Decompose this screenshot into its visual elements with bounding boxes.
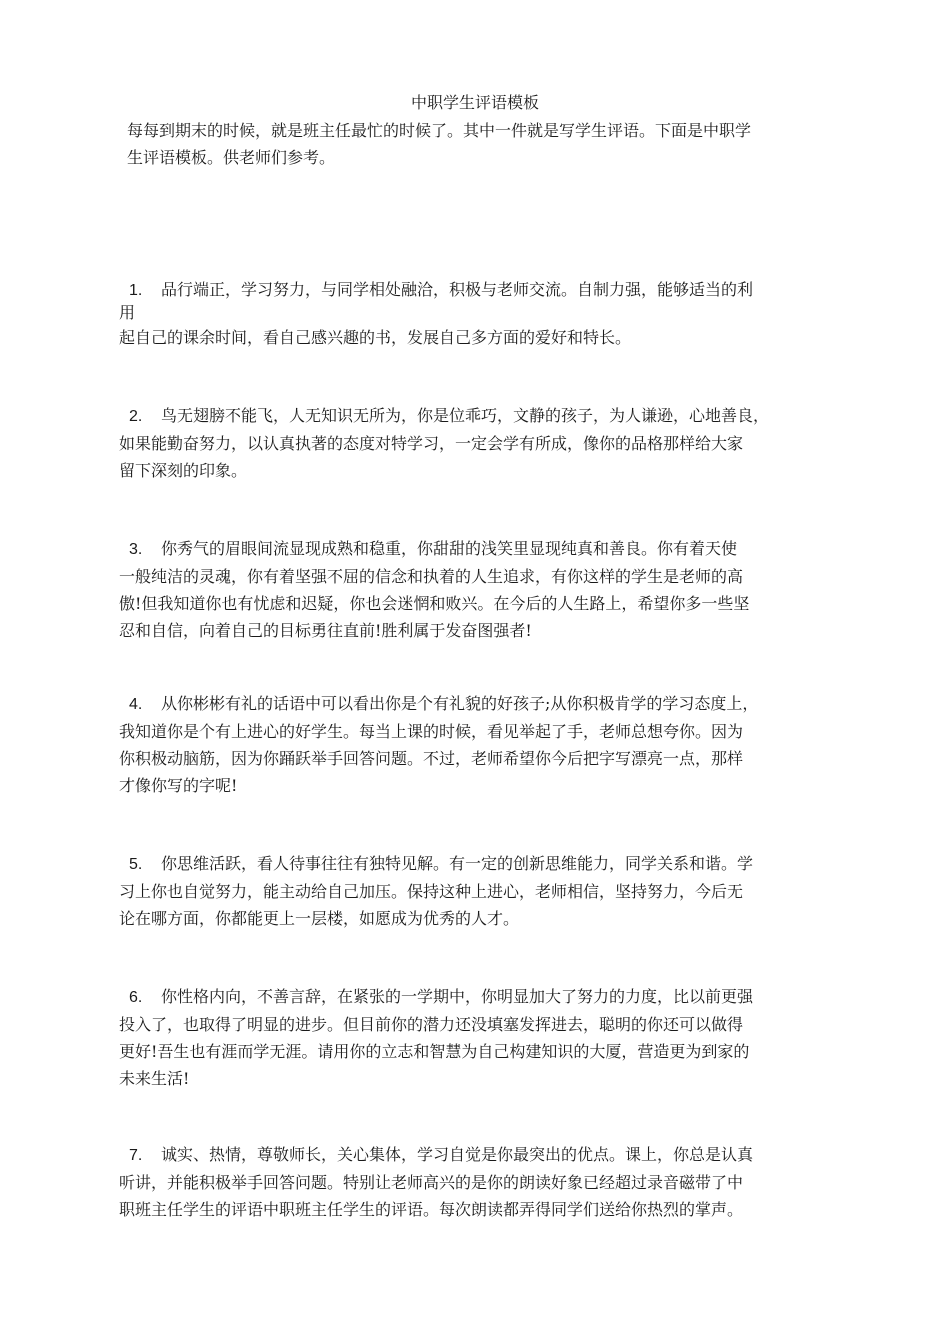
intro-line: 生评语模板。供老师们参考。 [127,148,336,167]
comment-line [119,983,839,1011]
item-number: 1. [129,282,143,299]
comment-text: 从你彬彬有礼的话语中可以看出你是个有礼貌的好孩子;从你积极肯学的学习态度上， [161,694,759,713]
item-number: 4. [129,696,143,713]
comment-line: 投入了，也取得了明显的进步。但目前你的潜力还没填塞发挥进去，聪明的你还可以做得 [119,1015,744,1034]
comment-item-7 [119,1141,839,1223]
comment-line [119,690,839,718]
comment-text: 品行端正，学习努力，与同学相处融洽，积极与老师交流。自制力强，能够适当的利 [161,280,754,299]
comment-line: 用 [119,303,136,322]
item-number: 6. [129,989,143,1006]
comment-line [119,850,839,878]
comment-item-6 [119,983,839,1092]
comment-line [119,402,839,430]
comment-text: 你思维活跃，看人待事往往有独特见解。有一定的创新思维能力，同学关系和谐。学 [161,854,754,873]
comment-item-3 [119,535,839,644]
comment-line [119,535,839,563]
comment-line: 更好!吾生也有涯而学无涯。请用你的立志和智慧为自己构建知识的大厦，营造更为到家的 [119,1042,750,1061]
comment-item-2 [119,402,839,484]
comment-line: 未来生活! [119,1069,190,1088]
comment-line [119,279,839,302]
page-title: 中职学生评语模板 [410,93,539,112]
comment-line [119,1141,839,1169]
comment-line: 留下深刻的印象。 [119,461,248,480]
comment-line: 我知道你是个有上进心的好学生。每当上课的时候，看见举起了手，老师总想夸你。因为 [119,722,744,741]
comment-line: 论在哪方面，你都能更上一层楼，如愿成为优秀的人才。 [119,909,520,928]
comment-line: 如果能勤奋努力，以认真执著的态度对特学习，一定会学有所成，像你的品格那样给大家 [119,434,744,453]
comment-item-5 [119,850,839,932]
item-number: 3. [129,541,143,558]
comment-text: 你性格内向，不善言辞，在紧张的一学期中，你明显加大了努力的力度，比以前更强 [161,987,754,1006]
comment-line: 职班主任学生的评语中职班主任学生的评语。每次朗读都弄得同学们送给你热烈的掌声。 [119,1200,744,1219]
comment-line: 傲!但我知道你也有忧虑和迟疑，你也会迷惘和败兴。在今后的人生路上，希望你多一些坚 [119,594,750,613]
comment-text: 你秀气的眉眼间流显现成熟和稳重，你甜甜的浅笑里显现纯真和善良。你有着天使 [161,539,738,558]
comment-line: 听讲，并能积极举手回答问题。特别让老师高兴的是你的朗读好象已经超过录音磁带了中 [119,1173,744,1192]
comment-text: 鸟无翅膀不能飞，人无知识无所为，你是位乖巧，文静的孩子，为人谦逊，心地善良， [161,406,770,425]
comment-line: 起自己的课余时间，看自己感兴趣的书，发展自己多方面的爱好和特长。 [119,328,632,347]
intro-paragraph [119,117,839,171]
comment-item-4 [119,690,839,799]
comment-text: 诚实、热情，尊敬师长，关心集体，学习自觉是你最突出的优点。课上，你总是认真 [161,1145,754,1164]
item-number: 5. [129,856,143,873]
comment-line: 习上你也自觉努力，能主动给自己加压。保持这种上进心，老师相信，坚持努力，今后无 [119,882,744,901]
comment-line: 忍和自信，向着自己的目标勇往直前!胜利属于发奋图强者! [119,621,532,640]
item-number: 2. [129,408,143,425]
intro-line: 每每到期末的时候，就是班主任最忙的时候了。其中一件就是写学生评语。下面是中职学 [127,121,752,140]
comment-line: 你积极动脑筋，因为你踊跃举手回答问题。不过，老师希望你今后把字写漂亮一点，那样 [119,749,744,768]
comment-item-1 [119,279,839,349]
comment-line: 才像你写的字呢! [119,776,238,795]
comment-line: 一般纯洁的灵魂，你有着坚强不屈的信念和执着的人生追求，有你这样的学生是老师的高 [119,567,744,586]
item-number: 7. [129,1147,143,1164]
